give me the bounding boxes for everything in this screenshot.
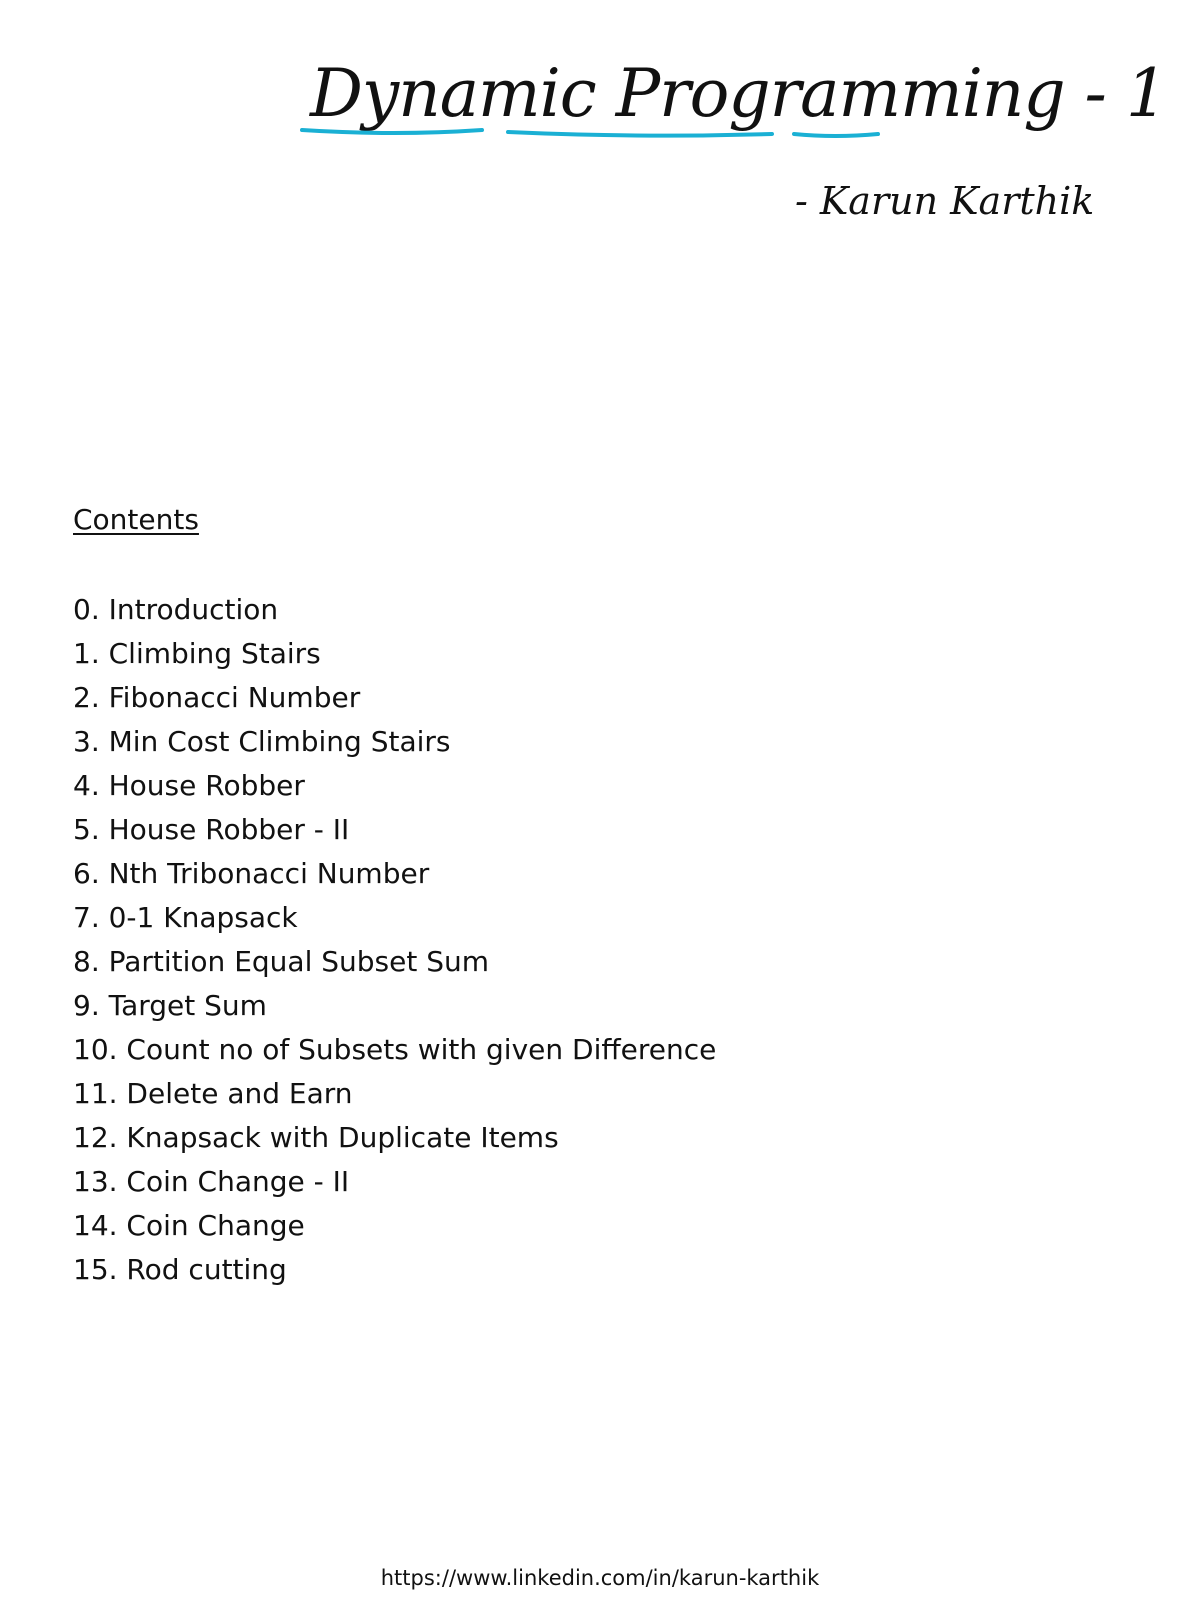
- toc-item: 3. Min Cost Climbing Stairs: [73, 725, 451, 758]
- underline-stroke-1: [302, 130, 482, 133]
- underline-stroke-3: [794, 134, 878, 136]
- table-of-contents: [73, 588, 716, 1292]
- toc-item: 5. House Robber - II: [73, 813, 350, 846]
- toc-item: 8. Partition Equal Subset Sum: [73, 945, 490, 978]
- toc-item: 1. Climbing Stairs: [73, 637, 321, 670]
- title-block: [300, 50, 1167, 160]
- title-underline: [300, 50, 920, 160]
- page-title: Dynamic Programming - 1: [310, 55, 1167, 132]
- toc-item: 11. Delete and Earn: [73, 1077, 353, 1110]
- toc-item: 14. Coin Change: [73, 1209, 305, 1242]
- toc-item: 4. House Robber: [73, 769, 305, 802]
- toc-item: 0. Introduction: [73, 593, 279, 626]
- toc-item: 13. Coin Change - II: [73, 1165, 350, 1198]
- toc-item: 6. Nth Tribonacci Number: [73, 857, 430, 890]
- toc-item: 9. Target Sum: [73, 989, 267, 1022]
- toc-item: 2. Fibonacci Number: [73, 681, 361, 714]
- contents-heading: Contents: [73, 503, 199, 536]
- toc-item: 15. Rod cutting: [73, 1253, 287, 1286]
- toc-item: 12. Knapsack with Duplicate Items: [73, 1121, 559, 1154]
- author-signature: - Karun Karthik: [795, 179, 1095, 223]
- toc-item: 7. 0-1 Knapsack: [73, 901, 298, 934]
- underline-stroke-2: [508, 132, 772, 136]
- toc-item: 10. Count no of Subsets with given Difference: [73, 1033, 717, 1066]
- footer-link[interactable]: https://www.linkedin.com/in/karun-karthik: [380, 1566, 820, 1590]
